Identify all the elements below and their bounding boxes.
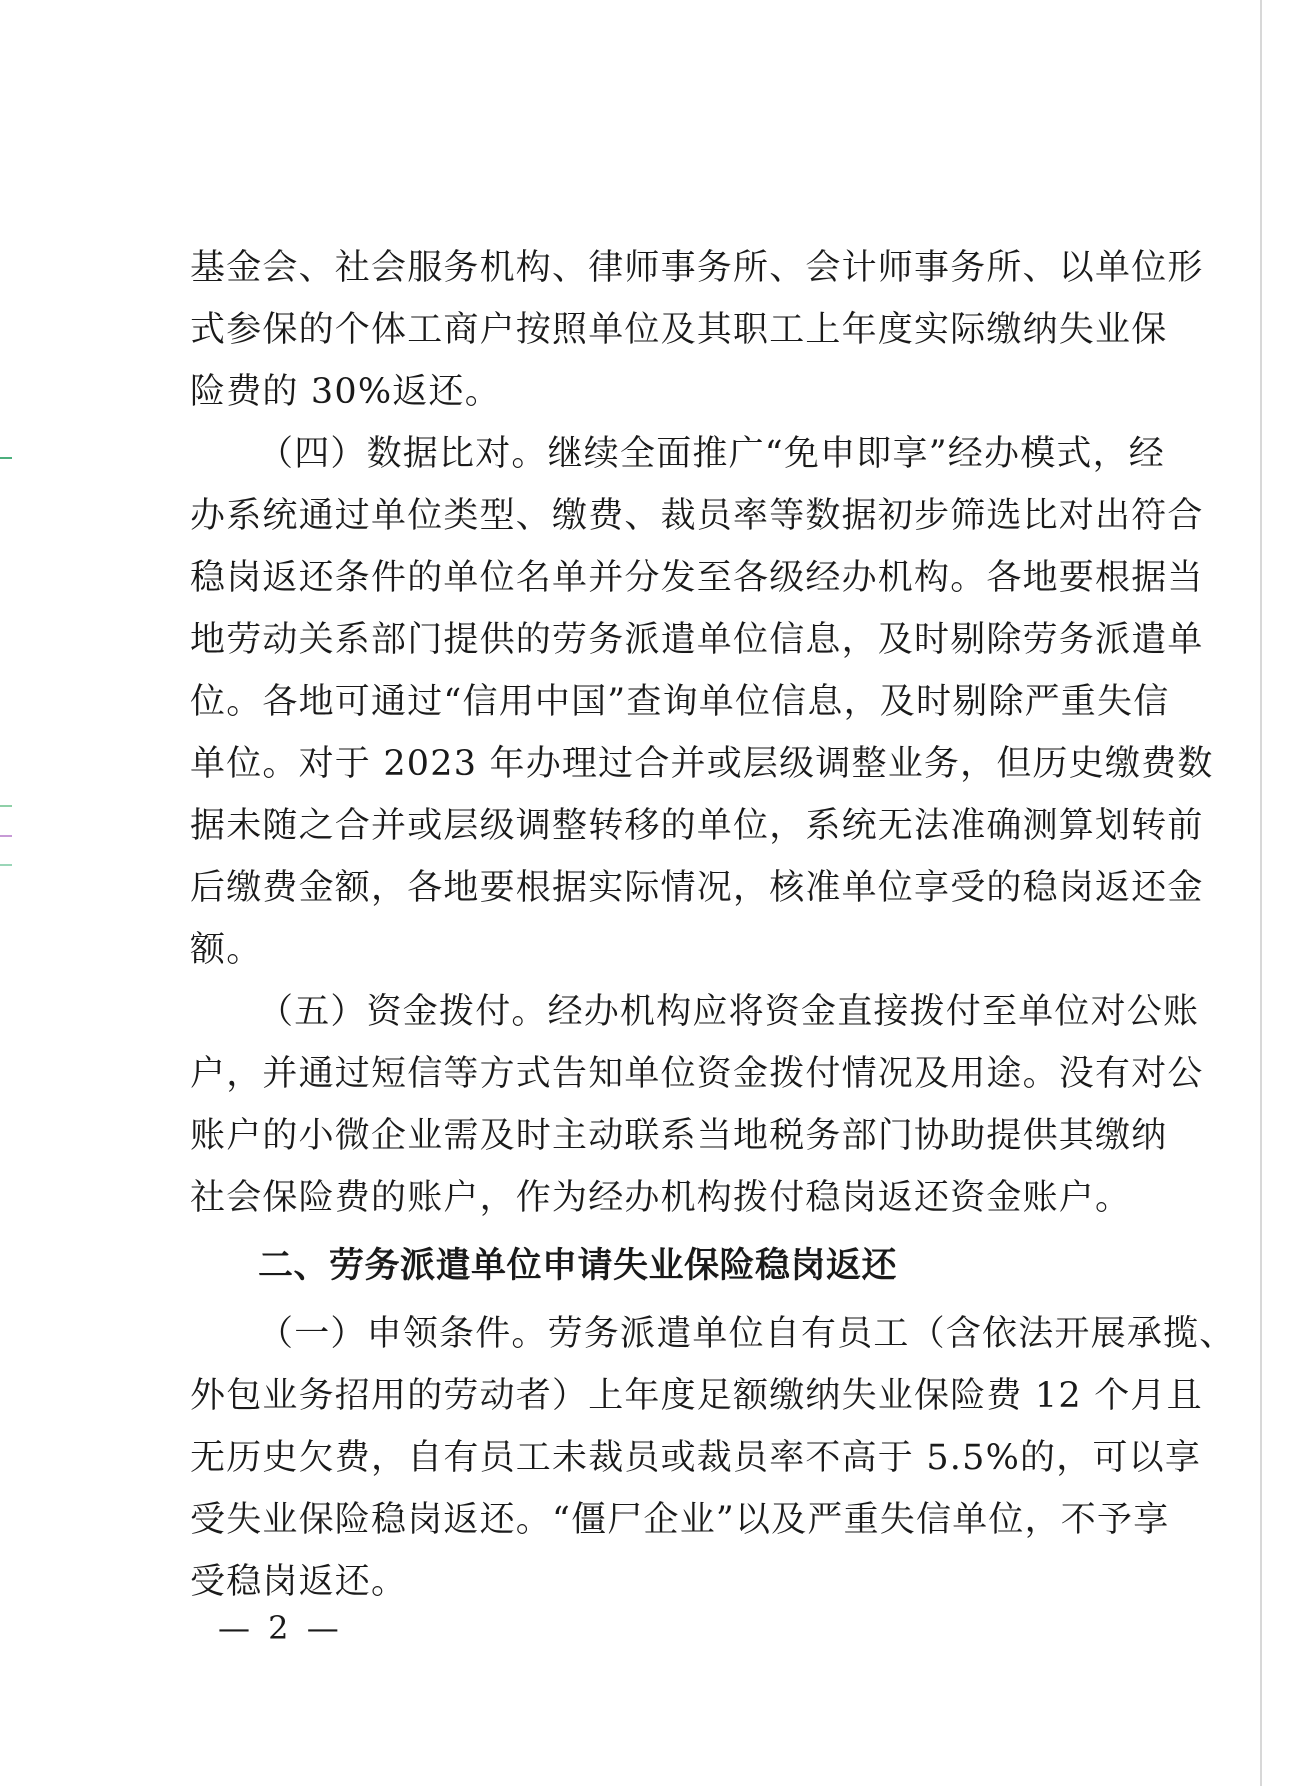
body-text-line: 无历史欠费，自有员工未裁员或裁员率不高于 5.5%的，可以享 — [190, 1438, 1202, 1478]
body-text-line: 据未随之合并或层级调整转移的单位，系统无法准确测算划转前 — [190, 806, 1204, 846]
body-text-line: 户，并通过短信等方式告知单位资金拨付情况及用途。没有对公 — [190, 1054, 1204, 1094]
page-number: — 2 — — [218, 1609, 343, 1647]
body-text-line: 受失业保险稳岗返还。“僵尸企业”以及严重失信单位，不予享 — [190, 1500, 1170, 1540]
body-text-line: 额。 — [190, 930, 263, 970]
body-text-line: 基金会、社会服务机构、律师事务所、会计师事务所、以单位形 — [190, 248, 1204, 288]
section-heading: 二、劳务派遣单位申请失业保险稳岗返还 — [258, 1246, 898, 1286]
scan-mark — [0, 864, 12, 866]
section-four-line: （四）数据比对。继续全面推广“免申即享”经办模式，经 — [258, 434, 1165, 474]
page-edge-line — [1260, 0, 1262, 1786]
body-text-line: 后缴费金额，各地要根据实际情况，核准单位享受的稳岗返还金 — [190, 868, 1204, 908]
body-text-line: 受稳岗返还。 — [190, 1562, 408, 1602]
body-text-line: 险费的 30%返还。 — [190, 372, 501, 412]
body-text-line: 单位。对于 2023 年办理过合并或层级调整业务，但历史缴费数 — [190, 744, 1214, 784]
section-five-line: （五）资金拨付。经办机构应将资金直接拨付至单位对公账 — [258, 992, 1200, 1032]
subsection-one-line: （一）申领条件。劳务派遣单位自有员工（含依法开展承揽、 — [258, 1314, 1236, 1354]
body-text-line: 位。各地可通过“信用中国”查询单位信息，及时剔除严重失信 — [190, 682, 1170, 722]
body-text-line: 办系统通过单位类型、缴费、裁员率等数据初步筛选比对出符合 — [190, 496, 1204, 536]
body-text-line: 稳岗返还条件的单位名单并分发至各级经办机构。各地要根据当 — [190, 558, 1204, 598]
body-text-line: 社会保险费的账户，作为经办机构拨付稳岗返还资金账户。 — [190, 1178, 1132, 1218]
scan-mark — [0, 805, 12, 807]
body-text-line: 外包业务招用的劳动者）上年度足额缴纳失业保险费 12 个月且 — [190, 1376, 1203, 1416]
scan-mark — [0, 835, 12, 837]
body-text-line: 地劳动关系部门提供的劳务派遣单位信息，及时剔除劳务派遣单 — [190, 620, 1204, 660]
body-text-line: 账户的小微企业需及时主动联系当地税务部门协助提供其缴纳 — [190, 1116, 1168, 1156]
scan-mark — [0, 457, 12, 459]
body-text-line: 式参保的个体工商户按照单位及其职工上年度实际缴纳失业保 — [190, 310, 1168, 350]
